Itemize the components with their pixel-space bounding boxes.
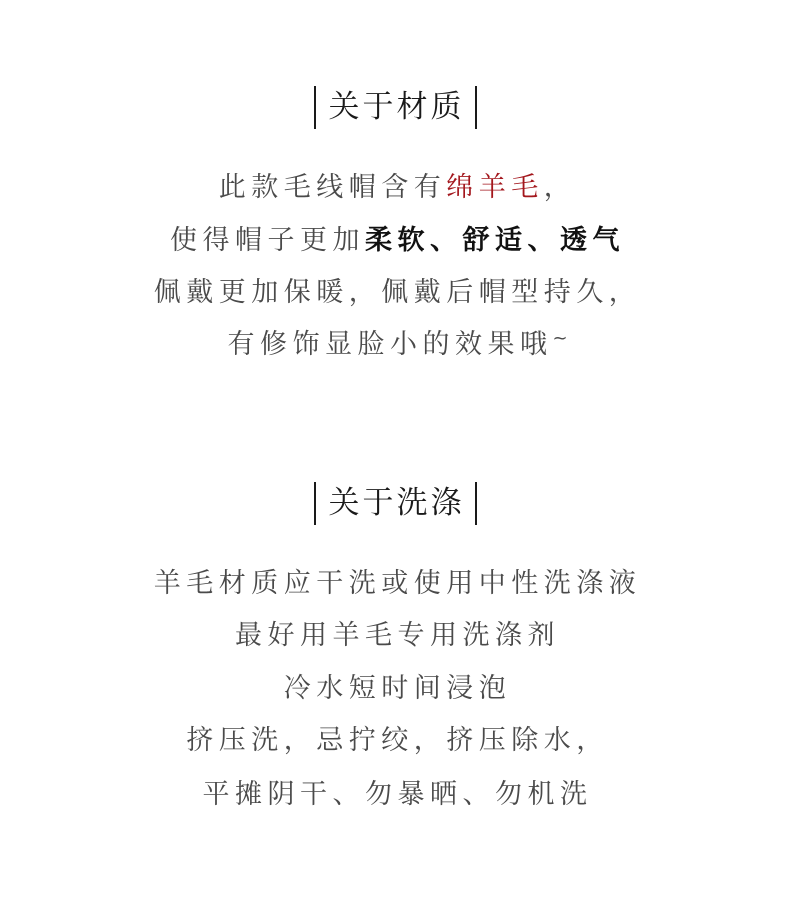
material-line-1-text: 此款毛线帽含有 [218,172,447,203]
washing-line-3: 冷水短时间浸泡 [283,673,512,704]
material-line-2 [0,221,790,261]
washing-line-2: 最好用羊毛专用洗涤剂 [235,620,560,651]
washing-heading-title: 关于洗涤 [328,485,465,521]
material-line-3: 佩戴更加保暖，佩戴后帽型持久， [153,277,642,308]
material-line-1-comma: ， [543,172,577,203]
material-line-1 [0,168,790,208]
heading-right-bar [475,482,477,525]
tilde-mark: ~ [552,328,568,349]
material-line-4 [0,325,790,365]
washing-heading [0,482,790,525]
washing-line-5: 平摊阴干、勿暴晒、勿机洗 [202,779,593,810]
material-bold-features: 柔软、舒适、透气 [365,225,625,256]
material-heading-title: 关于材质 [328,89,465,125]
material-line-2-text: 使得帽子更加 [170,225,365,256]
material-line-4-text: 有修饰显脸小的效果哦 [227,329,553,360]
washing-line-1: 羊毛材质应干洗或使用中性洗涤液 [153,568,642,599]
heading-right-bar [475,86,477,129]
washing-line-4: 挤压洗，忌拧绞，挤压除水， [186,725,609,756]
material-heading [0,86,790,129]
material-highlight-wool: 绵羊毛 [446,172,544,203]
